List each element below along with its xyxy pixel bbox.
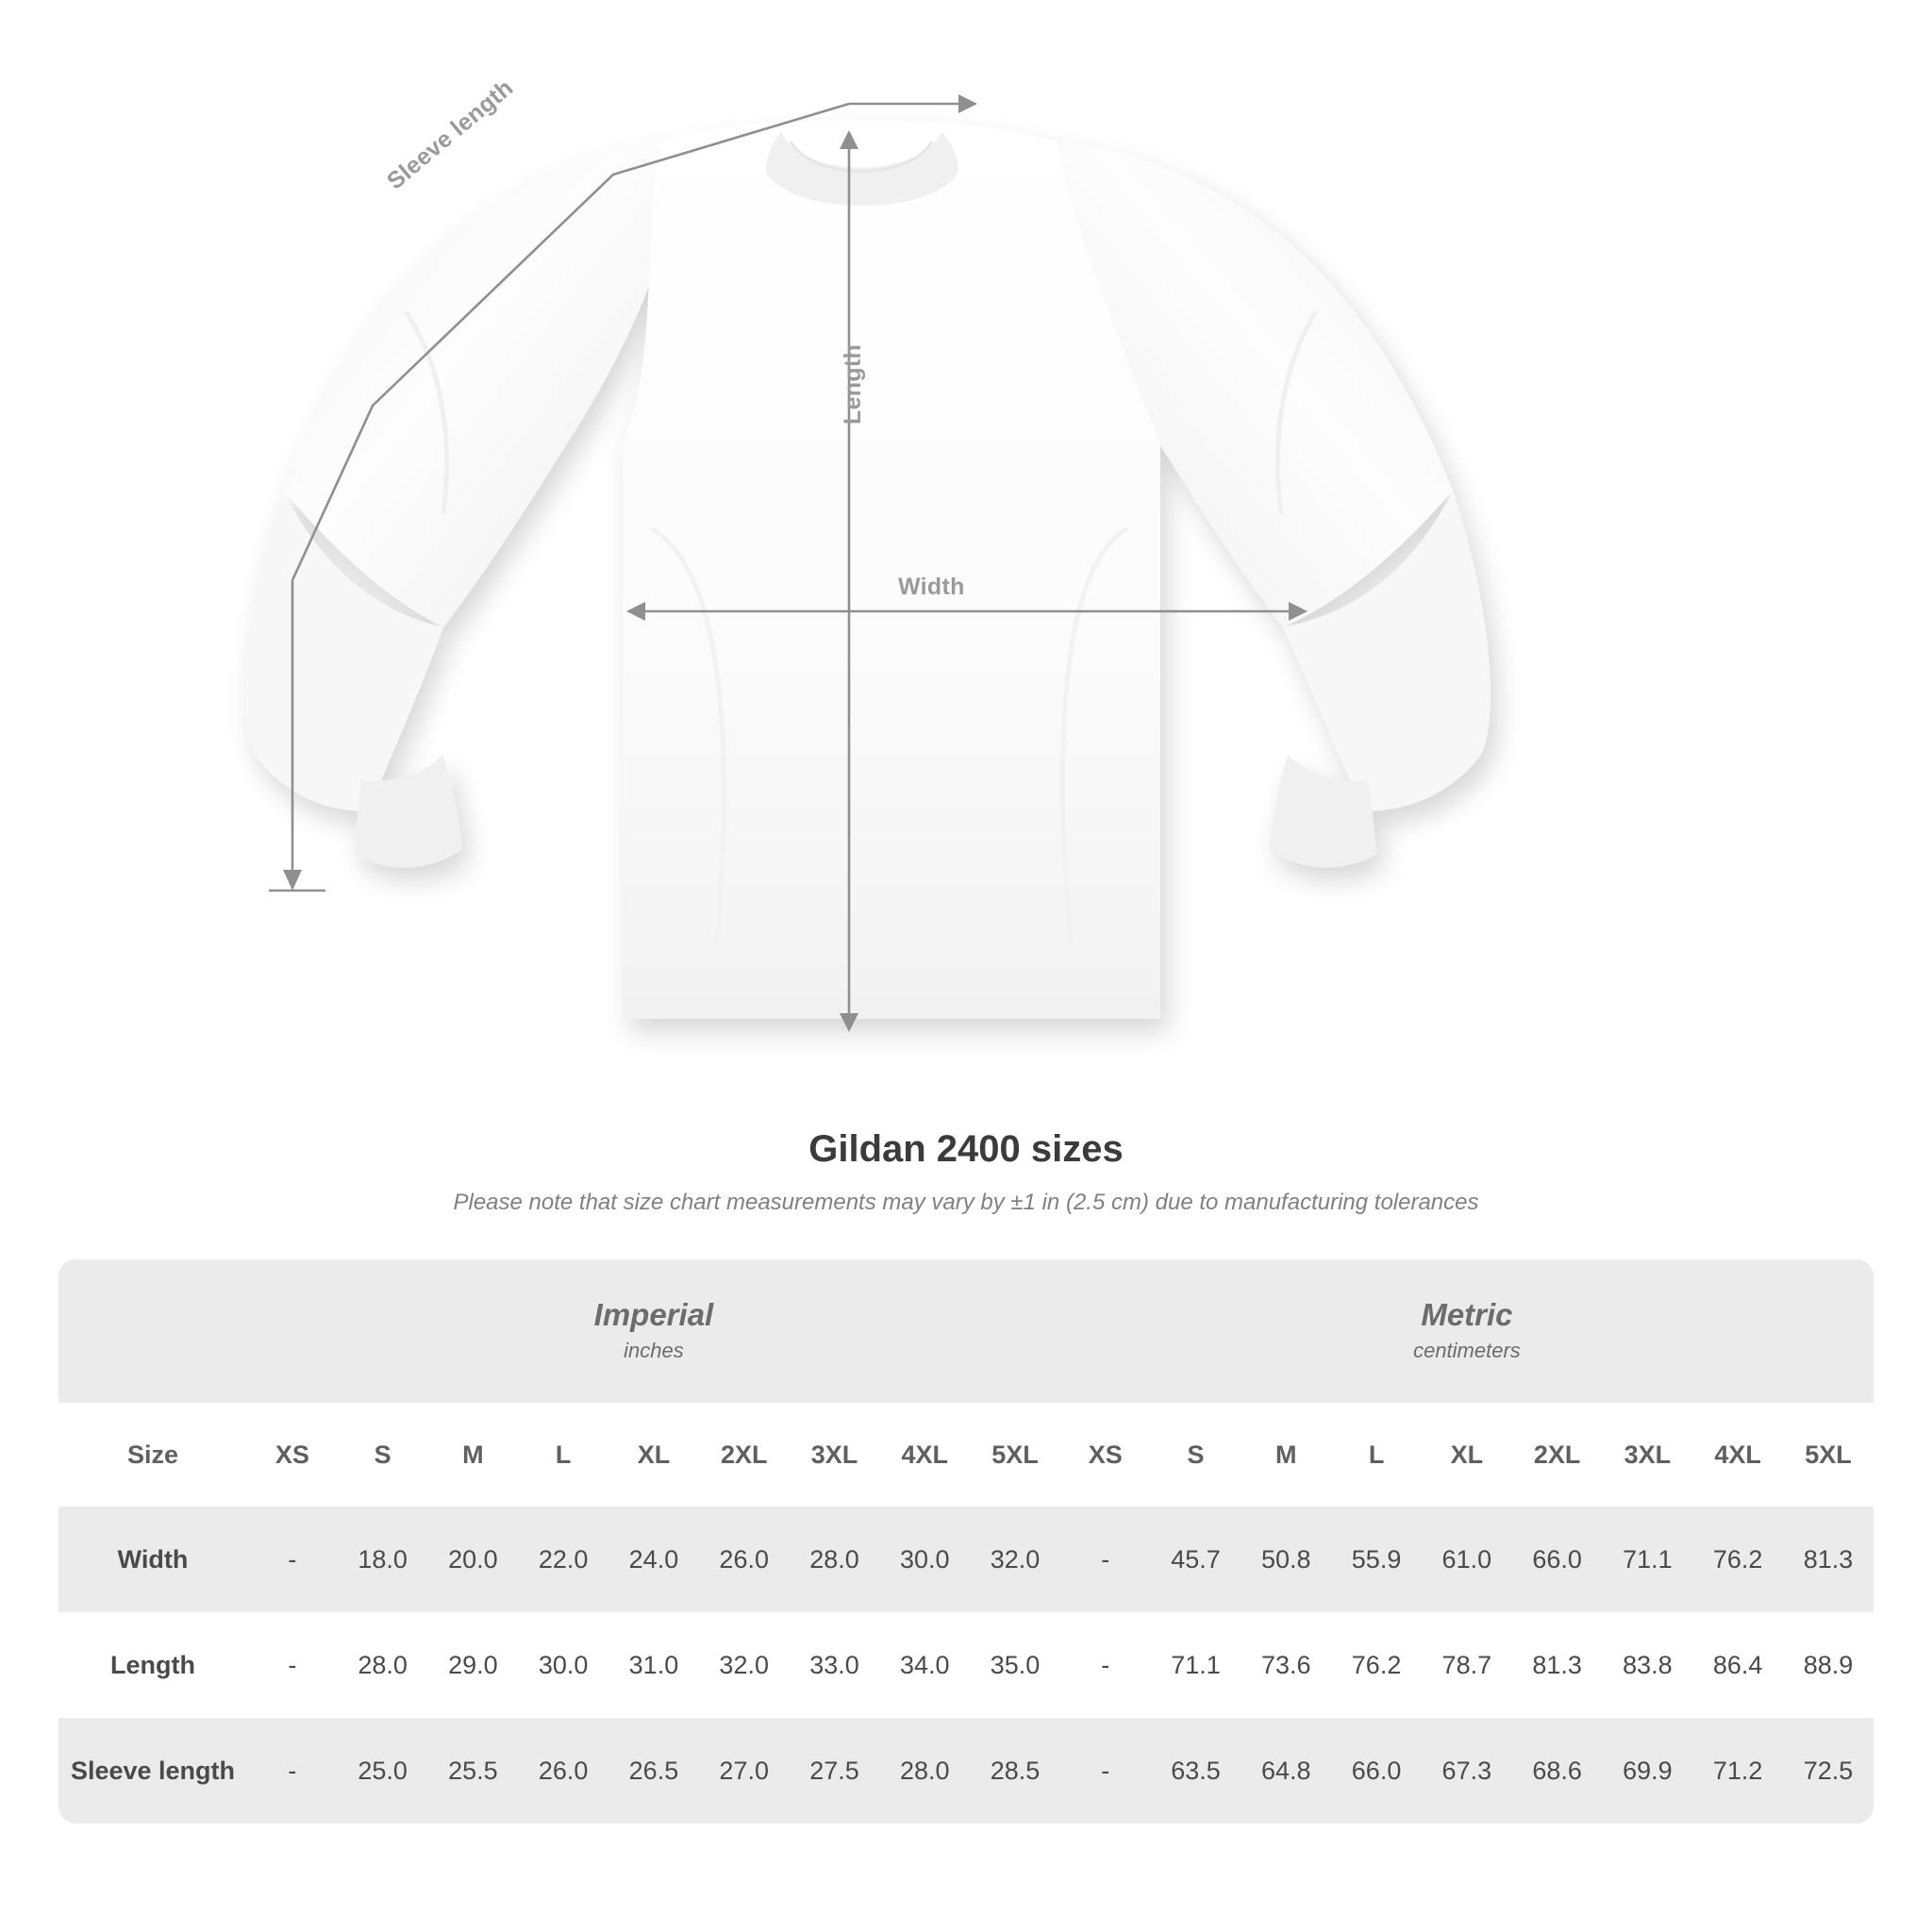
cell-length-metric-3: 76.2 (1331, 1612, 1422, 1718)
size-header-imperial-6: 3XL (790, 1403, 880, 1507)
size-header-imperial-1: S (338, 1403, 428, 1507)
cell-length-imperial-1: 28.0 (338, 1612, 428, 1718)
size-header-imperial-0: XS (247, 1403, 338, 1507)
size-table (58, 1259, 1874, 1824)
size-header-imperial-3: L (518, 1403, 608, 1507)
cell-width-imperial-0: - (247, 1507, 338, 1612)
width-dimension-label: Width (898, 574, 965, 600)
size-header-metric-8: 5XL (1783, 1403, 1874, 1507)
row-label-sleeve-length: Sleeve length (58, 1718, 247, 1824)
cell-length-imperial-4: 31.0 (608, 1612, 699, 1718)
size-header-metric-1: S (1151, 1403, 1241, 1507)
cell-sleeve-metric-5: 68.6 (1512, 1718, 1603, 1824)
unit-header-row (58, 1259, 1874, 1403)
size-header-imperial-7: 4XL (879, 1403, 970, 1507)
unit-metric-name: Metric (1421, 1296, 1513, 1332)
table-row (58, 1507, 1874, 1612)
cell-width-imperial-1: 18.0 (338, 1507, 428, 1612)
length-dimension-label: Length (840, 343, 866, 425)
cell-width-imperial-6: 28.0 (790, 1507, 880, 1612)
cell-sleeve-metric-6: 69.9 (1602, 1718, 1692, 1824)
cell-width-imperial-2: 20.0 (428, 1507, 519, 1612)
cell-length-imperial-7: 34.0 (879, 1612, 970, 1718)
size-header-row (58, 1403, 1874, 1507)
size-header-metric-5: 2XL (1512, 1403, 1603, 1507)
size-header-imperial-8: 5XL (970, 1403, 1060, 1507)
page-title: Gildan 2400 sizes (808, 1128, 1124, 1170)
size-header-imperial-4: XL (608, 1403, 699, 1507)
cell-length-imperial-8: 35.0 (970, 1612, 1060, 1718)
cell-width-imperial-3: 22.0 (518, 1507, 608, 1612)
cell-width-metric-5: 66.0 (1512, 1507, 1603, 1612)
cell-width-metric-3: 55.9 (1331, 1507, 1422, 1612)
size-table-wrapper (58, 1259, 1874, 1824)
cell-length-imperial-0: - (247, 1612, 338, 1718)
size-header-imperial-5: 2XL (699, 1403, 790, 1507)
cell-width-metric-6: 71.1 (1602, 1507, 1692, 1612)
unit-imperial-cell (247, 1259, 1060, 1403)
cell-width-metric-8: 81.3 (1783, 1507, 1874, 1612)
size-header-imperial-2: M (428, 1403, 519, 1507)
sleeve-length-dimension-label: Sleeve length (382, 74, 519, 195)
cell-length-imperial-6: 33.0 (790, 1612, 880, 1718)
cell-sleeve-metric-2: 64.8 (1241, 1718, 1331, 1824)
cell-width-imperial-4: 24.0 (608, 1507, 699, 1612)
cell-length-metric-1: 71.1 (1151, 1612, 1241, 1718)
cell-length-metric-8: 88.9 (1783, 1612, 1874, 1718)
cell-width-metric-2: 50.8 (1241, 1507, 1331, 1612)
table-row (58, 1612, 1874, 1718)
unit-spacer-cell (58, 1259, 247, 1403)
cell-length-imperial-3: 30.0 (518, 1612, 608, 1718)
unit-imperial-sub: inches (624, 1339, 684, 1363)
cell-sleeve-metric-8: 72.5 (1783, 1718, 1874, 1824)
size-header-metric-6: 3XL (1602, 1403, 1692, 1507)
size-header-metric-7: 4XL (1692, 1403, 1783, 1507)
size-header-label: Size (58, 1403, 247, 1507)
cell-sleeve-imperial-5: 27.0 (699, 1718, 790, 1824)
cell-sleeve-imperial-8: 28.5 (970, 1718, 1060, 1824)
cell-sleeve-metric-0: - (1060, 1718, 1151, 1824)
cell-sleeve-imperial-4: 26.5 (608, 1718, 699, 1824)
shirt-shape (245, 121, 1491, 1019)
cell-sleeve-imperial-6: 27.5 (790, 1718, 880, 1824)
cell-sleeve-imperial-1: 25.0 (338, 1718, 428, 1824)
unit-imperial-name: Imperial (593, 1296, 714, 1332)
cell-width-imperial-5: 26.0 (699, 1507, 790, 1612)
tolerance-note: Please note that size chart measurements may vary by ±1 in (2.5 cm) due to manufacturing tolerances (453, 1190, 1479, 1215)
cell-length-metric-0: - (1060, 1612, 1151, 1718)
unit-metric-cell (1060, 1259, 1874, 1403)
cell-length-metric-4: 78.7 (1422, 1612, 1512, 1718)
cell-sleeve-metric-1: 63.5 (1151, 1718, 1241, 1824)
cell-sleeve-metric-3: 66.0 (1331, 1718, 1422, 1824)
cell-width-metric-0: - (1060, 1507, 1151, 1612)
cell-width-imperial-7: 30.0 (879, 1507, 970, 1612)
size-header-metric-3: L (1331, 1403, 1422, 1507)
cell-length-imperial-2: 29.0 (428, 1612, 519, 1718)
cell-sleeve-metric-4: 67.3 (1422, 1718, 1512, 1824)
cell-sleeve-imperial-0: - (247, 1718, 338, 1824)
cell-length-metric-7: 86.4 (1692, 1612, 1783, 1718)
size-header-metric-2: M (1241, 1403, 1331, 1507)
cell-sleeve-imperial-2: 25.5 (428, 1718, 519, 1824)
table-row (58, 1718, 1874, 1824)
cell-sleeve-imperial-7: 28.0 (879, 1718, 970, 1824)
title-block (0, 1128, 1932, 1216)
cell-width-metric-1: 45.7 (1151, 1507, 1241, 1612)
cell-width-metric-7: 76.2 (1692, 1507, 1783, 1612)
row-label-width: Width (58, 1507, 247, 1612)
size-header-metric-4: XL (1422, 1403, 1512, 1507)
row-label-length: Length (58, 1612, 247, 1718)
cell-sleeve-imperial-3: 26.0 (518, 1718, 608, 1824)
cell-width-imperial-8: 32.0 (970, 1507, 1060, 1612)
cell-width-metric-4: 61.0 (1422, 1507, 1512, 1612)
cell-length-metric-5: 81.3 (1512, 1612, 1603, 1718)
cell-length-metric-6: 83.8 (1602, 1612, 1692, 1718)
cell-sleeve-metric-7: 71.2 (1692, 1718, 1783, 1824)
cell-length-imperial-5: 32.0 (699, 1612, 790, 1718)
size-header-metric-0: XS (1060, 1403, 1151, 1507)
unit-metric-sub: centimeters (1413, 1339, 1521, 1363)
cell-length-metric-2: 73.6 (1241, 1612, 1331, 1718)
